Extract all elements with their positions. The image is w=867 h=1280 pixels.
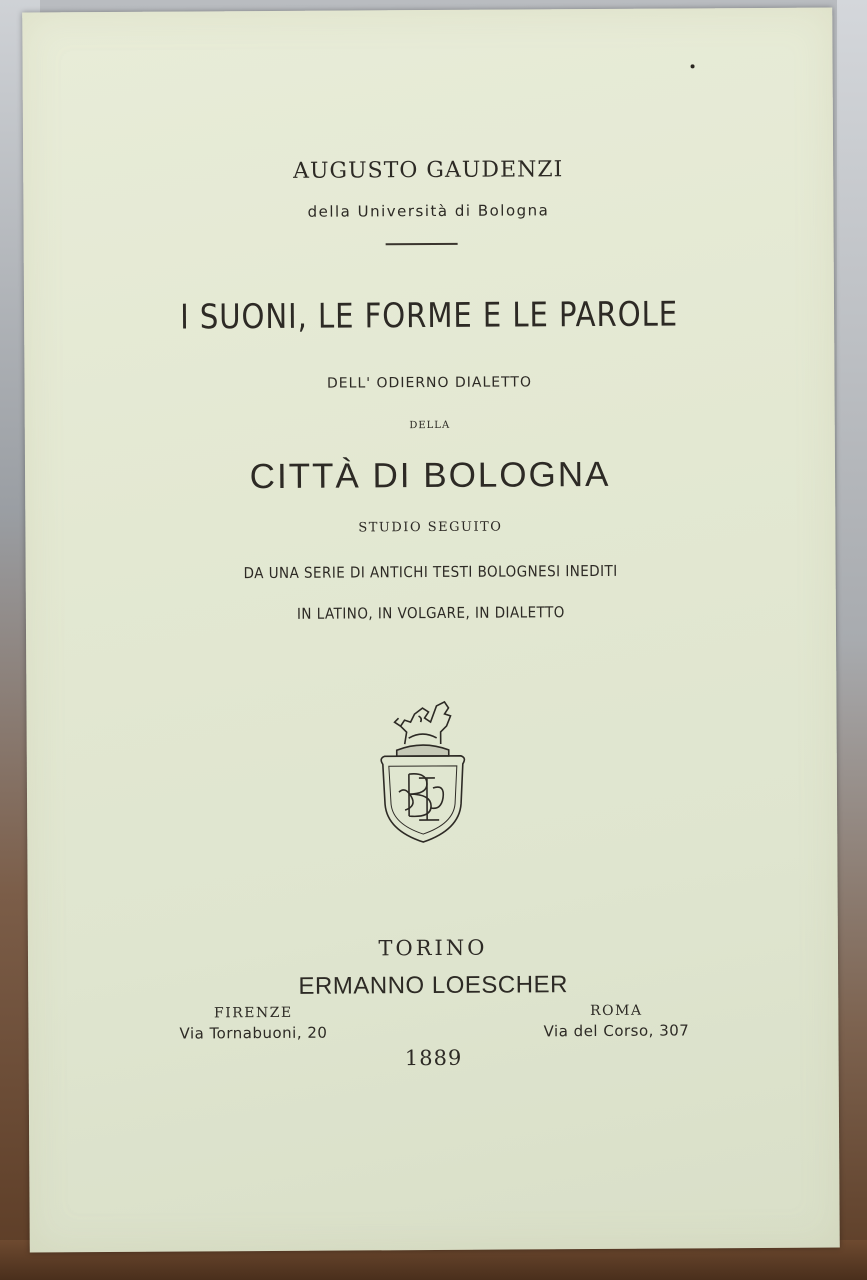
branch-address: Via del Corso, 307 (543, 1021, 690, 1041)
series-line: DA UNA SERIE DI ANTICHI TESTI BOLOGNESI INEDITI (243, 561, 618, 583)
branch-city: ROMA (590, 1002, 643, 1020)
divider-rule (386, 243, 458, 245)
branch-firenze (153, 1004, 353, 1042)
subtitle-della: DELLA (409, 419, 451, 432)
branch-roma (516, 1002, 716, 1040)
languages-line: IN LATINO, IN VOLGARE, IN DIALETTO (296, 603, 565, 623)
city-title: CITTÀ DI BOLOGNA (249, 454, 611, 497)
publisher-name: ERMANNO LOESCHER (298, 971, 568, 1000)
publication-year: 1889 (404, 1045, 463, 1071)
book-title: I SUONI, LE FORME E LE PAROLE (180, 294, 679, 338)
branch-city: FIRENZE (213, 1004, 293, 1022)
backdrop-right (837, 0, 867, 1280)
subtitle-line: DELL' ODIERNO DIALETTO (326, 374, 533, 392)
book-cover (22, 8, 840, 1253)
publisher-crest-icon (374, 692, 471, 853)
publication-city: TORINO (378, 935, 488, 961)
author-affiliation: della Università di Bologna (307, 201, 550, 221)
branch-address: Via Tornabuoni, 20 (179, 1023, 328, 1043)
studio-line: STUDIO SEGUITO (358, 519, 503, 536)
paper-speck (691, 64, 695, 68)
author-name: AUGUSTO GAUDENZI (292, 157, 564, 184)
